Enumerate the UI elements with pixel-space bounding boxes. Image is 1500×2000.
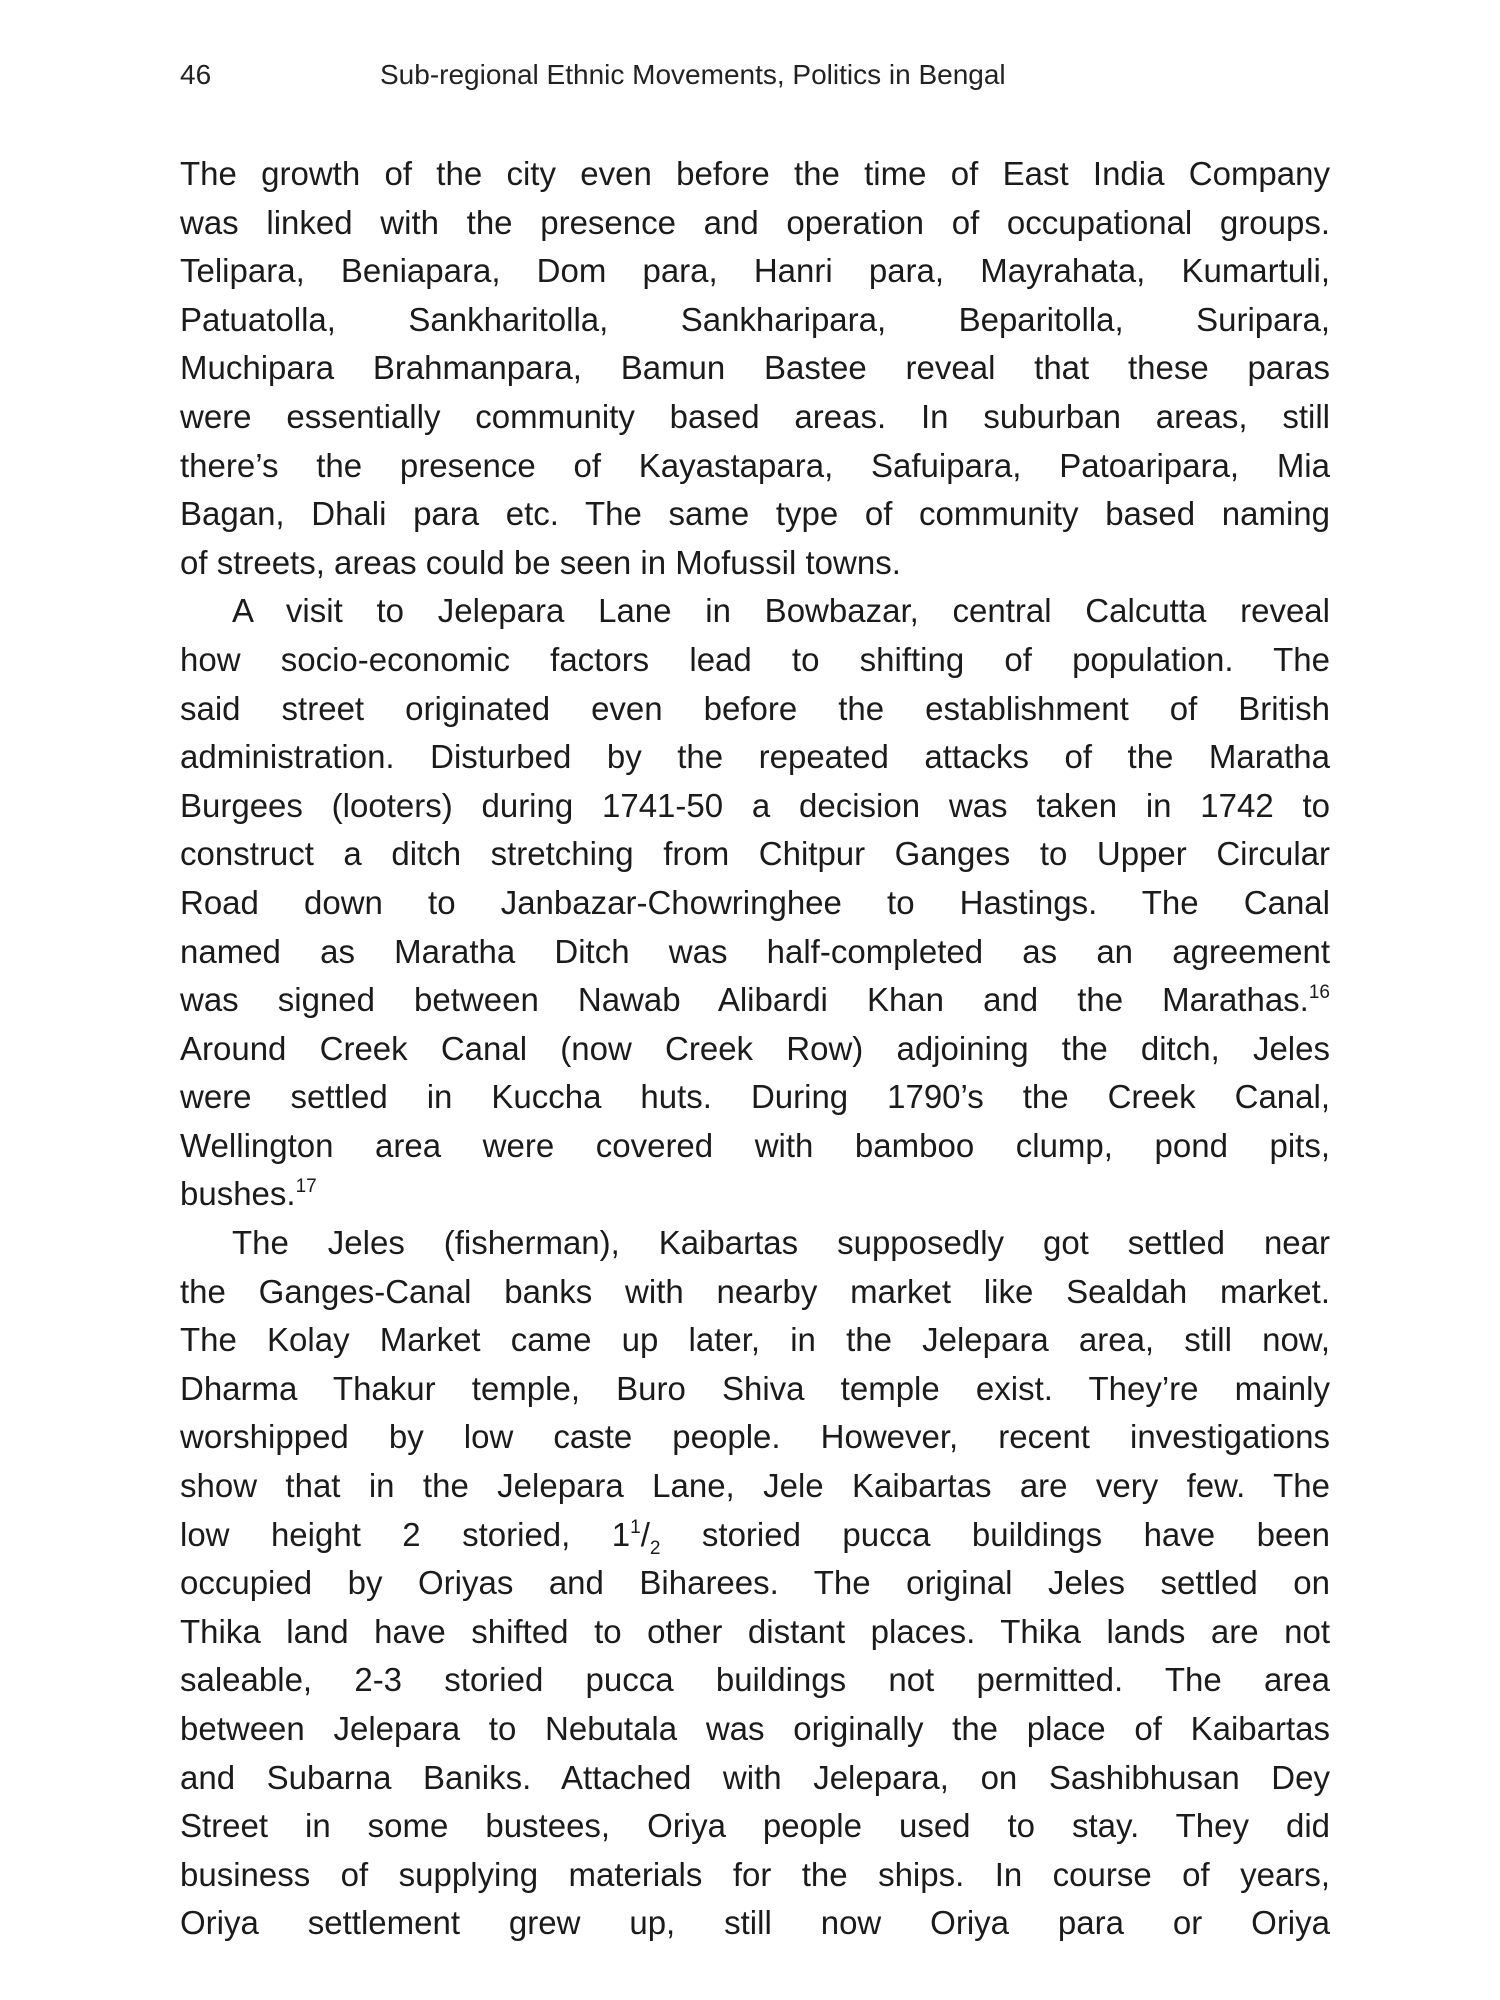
text-line: Burgees (looters) during 1741-50 a decision was taken in 1742 to bbox=[180, 786, 1330, 824]
text-line: Road down to Janbazar-Chowringhee to Hastings. The Canal bbox=[180, 883, 1330, 921]
text-line-with-footnote bbox=[180, 1170, 1330, 1219]
fraction-slash: / bbox=[640, 1515, 650, 1553]
text-line: were settled in Kuccha huts. During 1790’s the Creek Canal, bbox=[180, 1078, 1330, 1116]
text-line: there’s the presence of Kayastapara, Safuipara, Patoaripara, Mia bbox=[180, 446, 1330, 484]
fraction-denominator: 2 bbox=[649, 1537, 661, 1559]
text-line: Muchipara Brahmanpara, Bamun Bastee reveal that these paras bbox=[180, 349, 1330, 387]
text-line: of streets, areas could be seen in Mofussil towns. bbox=[180, 543, 901, 581]
body-text bbox=[180, 150, 1330, 1948]
text-line: Telipara, Beniapara, Dom para, Hanri para, Mayrahata, Kumartuli, bbox=[180, 252, 1330, 290]
text-line: construct a ditch stretching from Chitpur Ganges to Upper Circular bbox=[180, 835, 1330, 873]
text-line: saleable, 2-3 storied pucca buildings not permitted. The area bbox=[180, 1661, 1330, 1699]
text-line: occupied by Oriyas and Biharees. The original Jeles settled on bbox=[180, 1564, 1330, 1602]
line-text: low height 2 storied, 1 bbox=[180, 1515, 631, 1553]
text-line: between Jelepara to Nebutala was originally the place of Kaibartas bbox=[180, 1710, 1330, 1747]
text-line: named as Maratha Ditch was half-completed as an agreement bbox=[180, 932, 1330, 970]
text-line: Patuatolla, Sankharitolla, Sankharipara, Beparitolla, Suripara, bbox=[180, 300, 1330, 338]
running-head: Sub-regional Ethnic Movements, Politics in Bengal bbox=[380, 59, 1006, 90]
footnote-ref-16: 16 bbox=[1308, 982, 1330, 1004]
text-line-with-fraction bbox=[180, 1511, 1330, 1560]
text-line: show that in the Jelepara Lane, Jele Kaibartas are very few. The bbox=[180, 1467, 1330, 1505]
text-line: Bagan, Dhali para etc. The same type of community based naming bbox=[180, 495, 1330, 533]
text-line: the Ganges-Canal banks with nearby market like Sealdah market. bbox=[180, 1272, 1330, 1310]
text-line: were essentially community based areas. In suburban areas, still bbox=[180, 397, 1330, 435]
text-line: business of supplying materials for the ships. In course of years, bbox=[180, 1855, 1330, 1893]
page-number: 46 bbox=[180, 59, 212, 90]
text-line: how socio-economic factors lead to shifting of population. The bbox=[180, 640, 1330, 678]
text-line: Dharma Thakur temple, Buro Shiva temple exist. They’re mainly bbox=[180, 1369, 1330, 1407]
line-text: was signed between Nawab Alibardi Khan and the Marathas. bbox=[180, 981, 1309, 1019]
text-line: Oriya settlement grew up, still now Oriya para or Oriya bbox=[180, 1904, 1330, 1942]
footnote-ref-17: 17 bbox=[295, 1176, 317, 1198]
fraction-numerator: 1 bbox=[630, 1516, 641, 1538]
text-line: A visit to Jelepara Lane in Bowbazar, central Calcutta reveal bbox=[232, 592, 1330, 630]
text-line: Wellington area were covered with bamboo clump, pond pits, bbox=[180, 1126, 1330, 1164]
text-line: Around Creek Canal (now Creek Row) adjoining the ditch, Jeles bbox=[180, 1029, 1330, 1067]
text-line: worshipped by low caste people. However, recent investigations bbox=[180, 1418, 1330, 1456]
text-line: The Jeles (fisherman), Kaibartas supposedly got settled near bbox=[232, 1224, 1330, 1262]
text-line: was linked with the presence and operation of occupational groups. bbox=[180, 203, 1330, 241]
text-line: The growth of the city even before the time of East India Company bbox=[180, 155, 1330, 192]
line-text-rest: storied pucca buildings have been bbox=[660, 1515, 1330, 1553]
text-line: and Subarna Baniks. Attached with Jelepara, on Sashibhusan Dey bbox=[180, 1758, 1330, 1796]
line-text: bushes. bbox=[180, 1175, 296, 1213]
text-line: The Kolay Market came up later, in the Jelepara area, still now, bbox=[180, 1321, 1330, 1359]
text-line: said street originated even before the establishment of British bbox=[180, 689, 1330, 727]
text-line-with-footnote bbox=[180, 976, 1330, 1025]
text-line: Street in some bustees, Oriya people used to stay. They did bbox=[180, 1807, 1330, 1845]
text-line: administration. Disturbed by the repeated attacks of the Maratha bbox=[180, 738, 1330, 776]
text-line: Thika land have shifted to other distant places. Thika lands are not bbox=[180, 1612, 1330, 1650]
